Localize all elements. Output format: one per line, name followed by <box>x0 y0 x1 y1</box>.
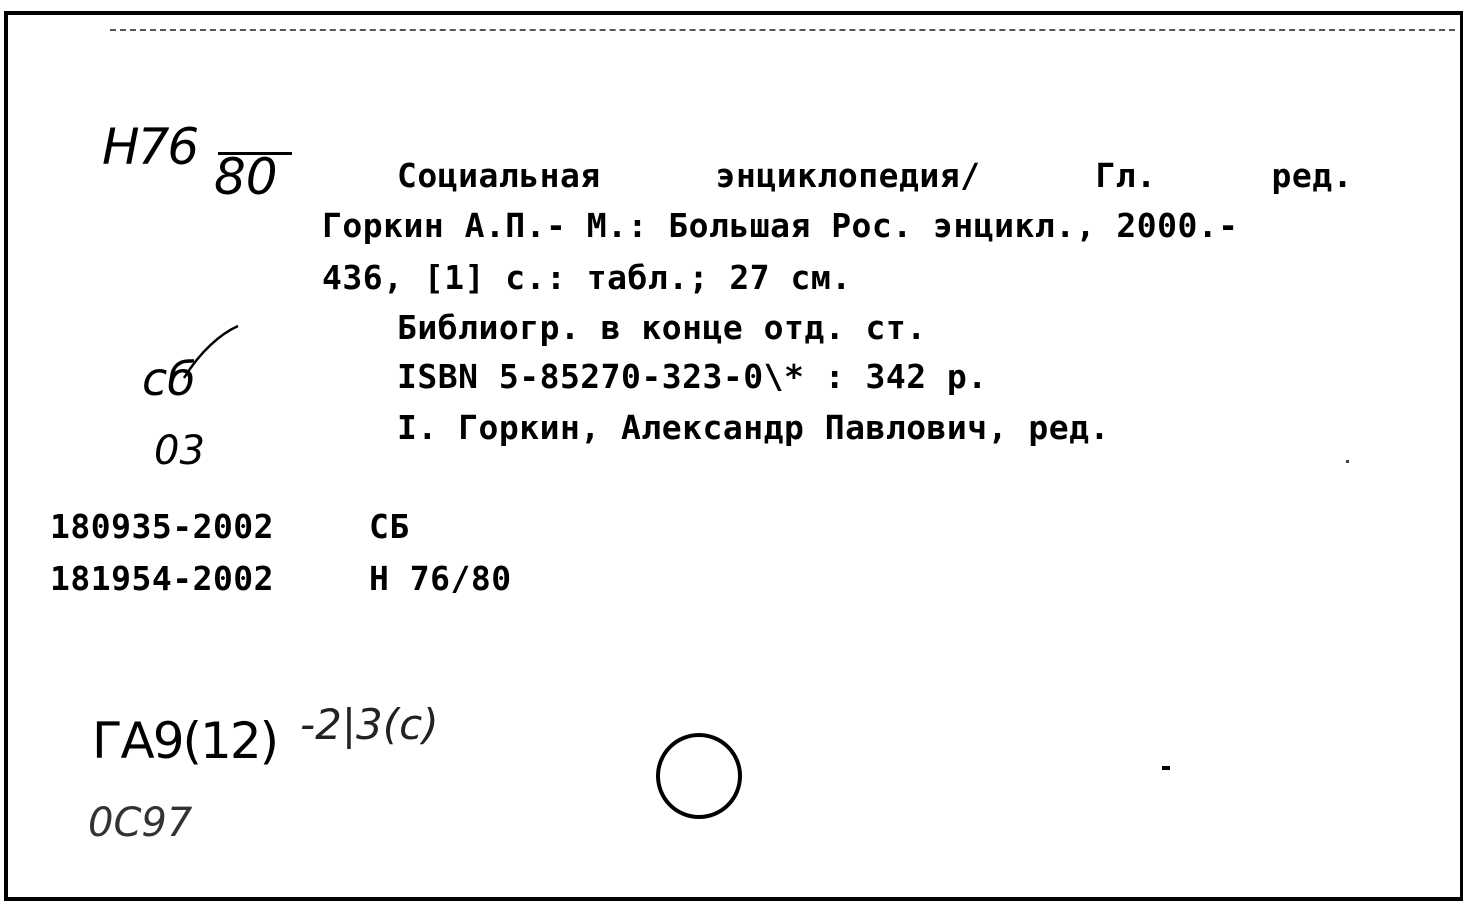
handwritten-classification: ГА9(12) <box>92 712 278 770</box>
handwritten-shelfmark: Н76 <box>102 118 198 176</box>
publication-line: Горкин А.П.- М.: Большая Рос. энцикл., 2000.- <box>322 206 1239 245</box>
ink-dot <box>1346 460 1349 463</box>
title-word: Социальная <box>397 156 601 195</box>
title-word: Гл. <box>1095 156 1157 195</box>
isbn-line: ISBN 5-85270-323-0\* : 342 р. <box>397 357 988 396</box>
perforation-line <box>110 29 1455 31</box>
handwritten-03: 03 <box>154 428 205 474</box>
inventory-number: 181954-2002 <box>50 559 275 598</box>
handwritten-code: 0С97 <box>88 800 193 846</box>
title-word: ред. <box>1271 156 1353 195</box>
handwritten-stroke-icon <box>180 322 242 384</box>
editor-entry: I. Горкин, Александр Павлович, ред. <box>397 408 1110 447</box>
inventory-number: 180935-2002 <box>50 507 275 546</box>
inventory-mark: Н 76/80 <box>369 559 512 598</box>
title-line <box>397 156 1353 195</box>
handwritten-sb: сб <box>142 352 196 406</box>
circle-stamp-icon <box>656 733 742 819</box>
handwritten-shelfmark-sub: 80 <box>214 148 278 206</box>
bibliography-note: Библиогр. в конце отд. ст. <box>397 308 927 347</box>
physical-description-line: 436, [1] с.: табл.; 27 см. <box>322 258 852 297</box>
ink-dot <box>1162 766 1170 770</box>
inventory-mark: СБ <box>369 507 410 546</box>
title-word: энциклопедия/ <box>715 156 981 195</box>
handwritten-classification-tail: -2|3(с) <box>300 700 439 749</box>
